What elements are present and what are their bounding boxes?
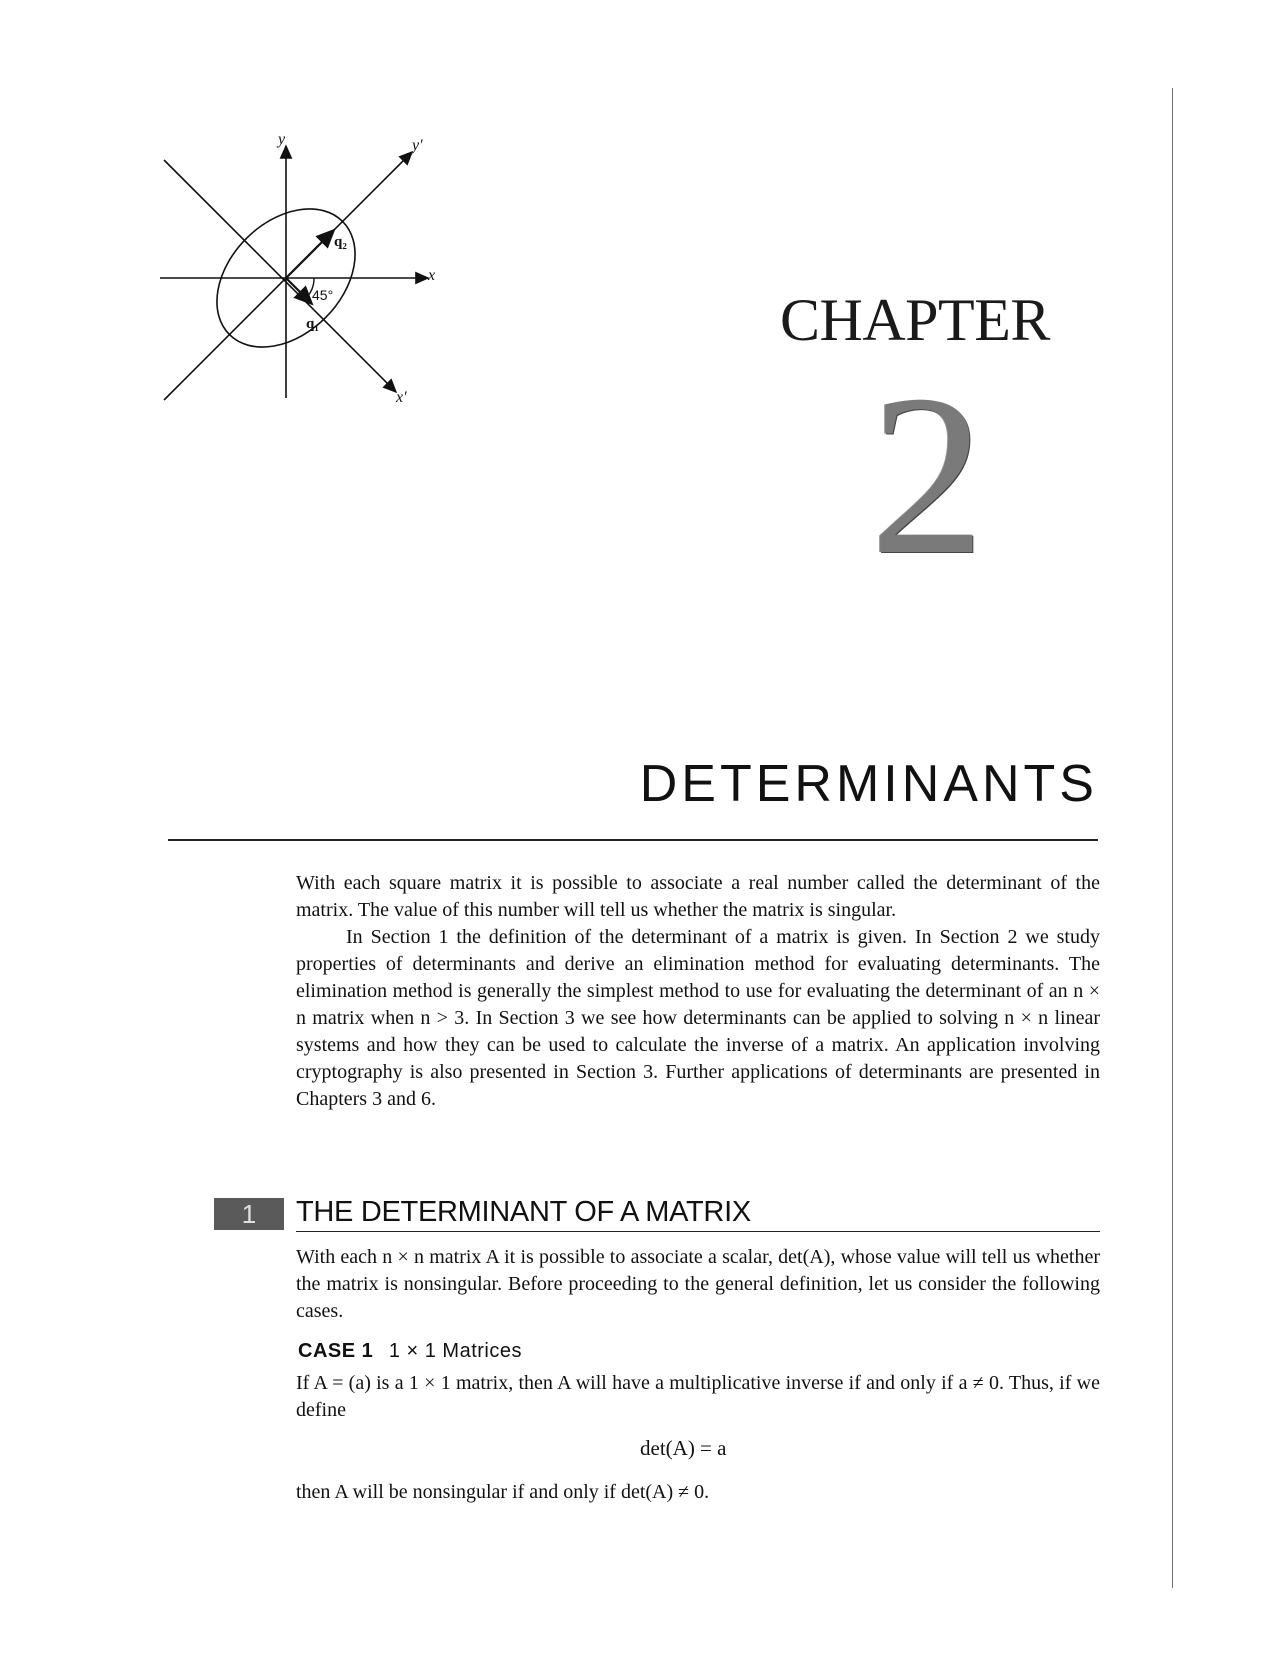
- x-prime-axis: [164, 160, 396, 392]
- intro-paragraph-2: In Section 1 the definition of the determinant of a matrix is given. In Section 2 we study properties of determinants and derive an elimination method for evaluating determinants. The elimination method is generally the simplest method to use for evaluating the determinant of an n × n matrix when n > 3. In Section 3 we see how determinants can be applied to solving n × n linear systems and how they can be used to calculate the inverse of a matrix. An application involving cryptography is also presented in Section 3. Further applications of determinants are presented in Chapters 3 and 6.: [296, 926, 1100, 1110]
- page-edge-line: [1172, 88, 1173, 1588]
- q1-vector: [286, 278, 312, 304]
- case-title: 1 × 1 Matrices: [388, 1340, 522, 1362]
- section-number-badge: 1: [214, 1198, 284, 1230]
- x-prime-axis-label: x′: [396, 389, 407, 406]
- section-paragraph: With each n × n matrix A it is possible to associate a scalar, det(A), whose value will tell us whether the matrix is nonsingular. Before proceeding to the general definition, let us consider the following cases.: [296, 1246, 1100, 1322]
- y-axis-label: y: [278, 131, 286, 148]
- case-body: [296, 1370, 1100, 1424]
- y-prime-axis-label: y′: [412, 137, 423, 154]
- section-body: [296, 1244, 1100, 1325]
- rotation-figure: [150, 128, 450, 428]
- case-paragraph: If A = (a) is a 1 × 1 matrix, then A will have a multiplicative inverse if and only if a ≠ 0. Thus, if we define: [296, 1372, 1100, 1421]
- intro-text: [296, 870, 1100, 1113]
- section-title: THE DETERMINANT OF A MATRIX: [296, 1196, 1100, 1232]
- q1-label: q₁: [306, 316, 319, 332]
- chapter-label: CHAPTER: [780, 287, 1050, 353]
- case-conclusion-block: [296, 1479, 1100, 1506]
- title-rule: [168, 839, 1098, 841]
- angle-label: 45°: [312, 287, 334, 303]
- x-axis-label: x: [428, 267, 436, 284]
- rotation-figure-svg: [150, 128, 450, 428]
- q2-label: q₂: [334, 234, 347, 250]
- chapter-number: 2: [870, 347, 985, 602]
- case-label: CASE 1: [298, 1340, 374, 1362]
- chapter-title: DETERMINANTS: [639, 755, 1098, 813]
- case-heading: [298, 1340, 522, 1363]
- det-equation: det(A) = a: [640, 1436, 727, 1460]
- case-conclusion: then A will be nonsingular if and only if det(A) ≠ 0.: [296, 1481, 710, 1503]
- intro-paragraph-1: With each square matrix it is possible to associate a real number called the determinant of the matrix. The value of this number will tell us whether the matrix is singular.: [296, 872, 1100, 921]
- q2-vector: [286, 230, 334, 278]
